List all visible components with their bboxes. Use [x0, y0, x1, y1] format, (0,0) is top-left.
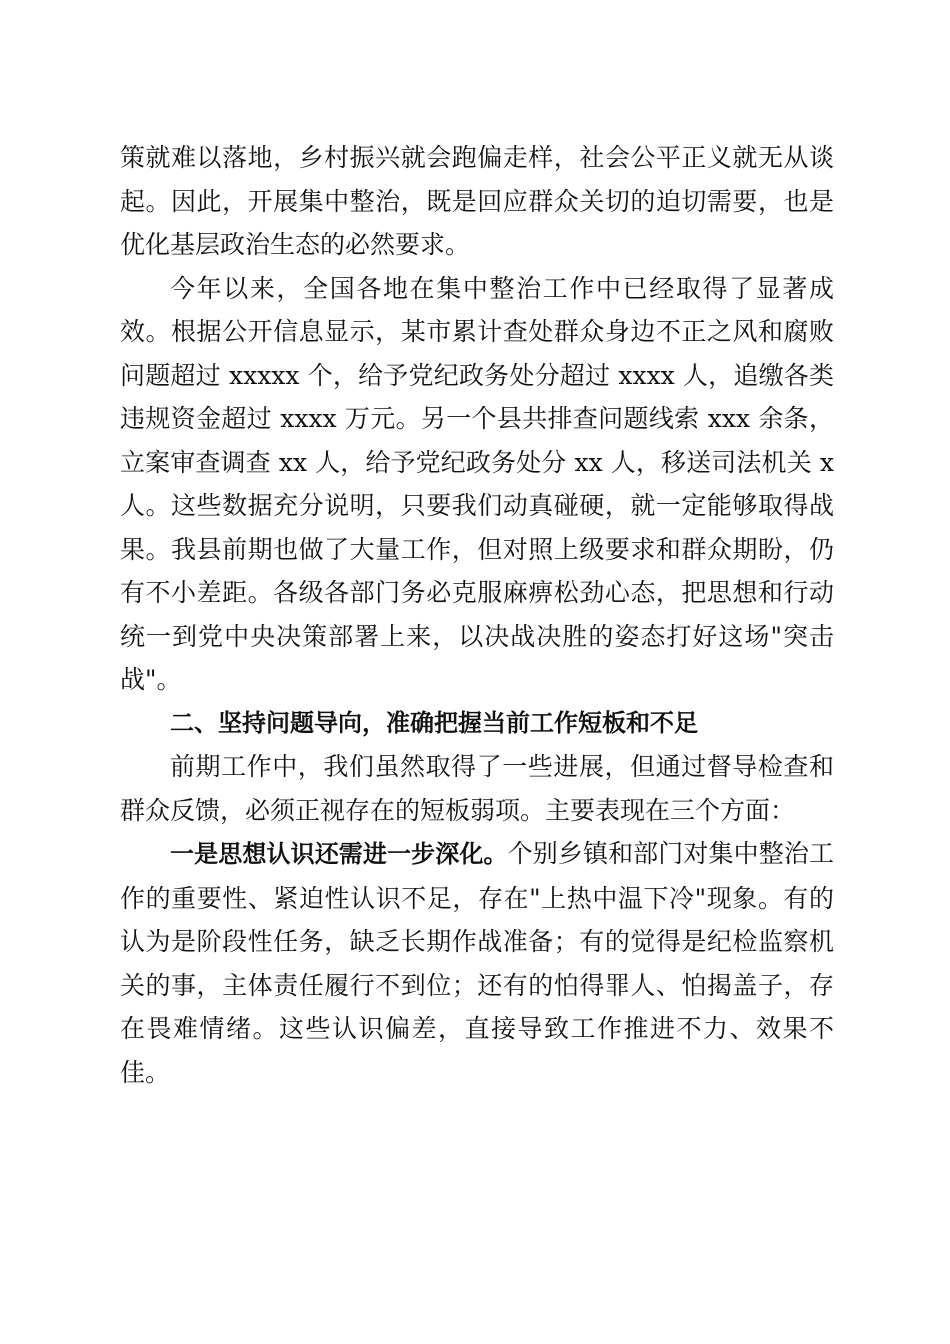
section-heading-two: 二、坚持问题导向，准确把握当前工作短板和不足 — [170, 708, 698, 737]
point-one-lead: 一是思想认识还需进一步深化。 — [170, 840, 508, 868]
paragraph-achievements: 今年以来，全国各地在集中整治工作中已经取得了显著成效。根据公开信息显示，某市累计查处群众身边不正之风和腐败问题超过 xxxxx 个，给予党纪政务处分超过 xxxx 人，追缴各类违规资金超过 xxxx 万元。另一个县共排查问题线索 xxx 余条，立案审查调查 xx 人，给予党纪政务处分 xx 人，移送司法机关 x 人。这些数据充分说明，只要我们动真碰硬，就一定能够取得战果。我县前期也做了大量工作，但对照上级要求和群众期盼，仍有不小差距。各级各部门务必克服麻痹松劲心态，把思想和行动统一到党中央决策部署上来，以决战决胜的姿态打好这场"突击战"。 — [120, 273, 834, 694]
document-body — [120, 136, 834, 1094]
paragraph-point-one — [120, 832, 834, 1094]
paragraph-shortcomings-intro: 前期工作中，我们虽然取得了一些进展，但通过督导检查和群众反馈，必须正视存在的短板弱项。主要表现在三个方面： — [120, 752, 834, 825]
paragraph-continuation: 策就难以落地，乡村振兴就会跑偏走样，社会公平正义就无从谈起。因此，开展集中整治，既是回应群众关切的迫切需要，也是优化基层政治生态的必然要求。 — [120, 143, 834, 259]
point-one-text: 个别乡镇和部门对集中整治工作的重要性、紧迫性认识不足，存在"上热中温下冷"现象。有的认为是阶段性任务，缺乏长期作战准备；有的觉得是纪检监察机关的事，主体责任履行不到位；还有的怕得罪人、怕揭盖子，存在畏难情绪。这些认识偏差，直接导致工作推进不力、效果不佳。 — [120, 839, 834, 1087]
